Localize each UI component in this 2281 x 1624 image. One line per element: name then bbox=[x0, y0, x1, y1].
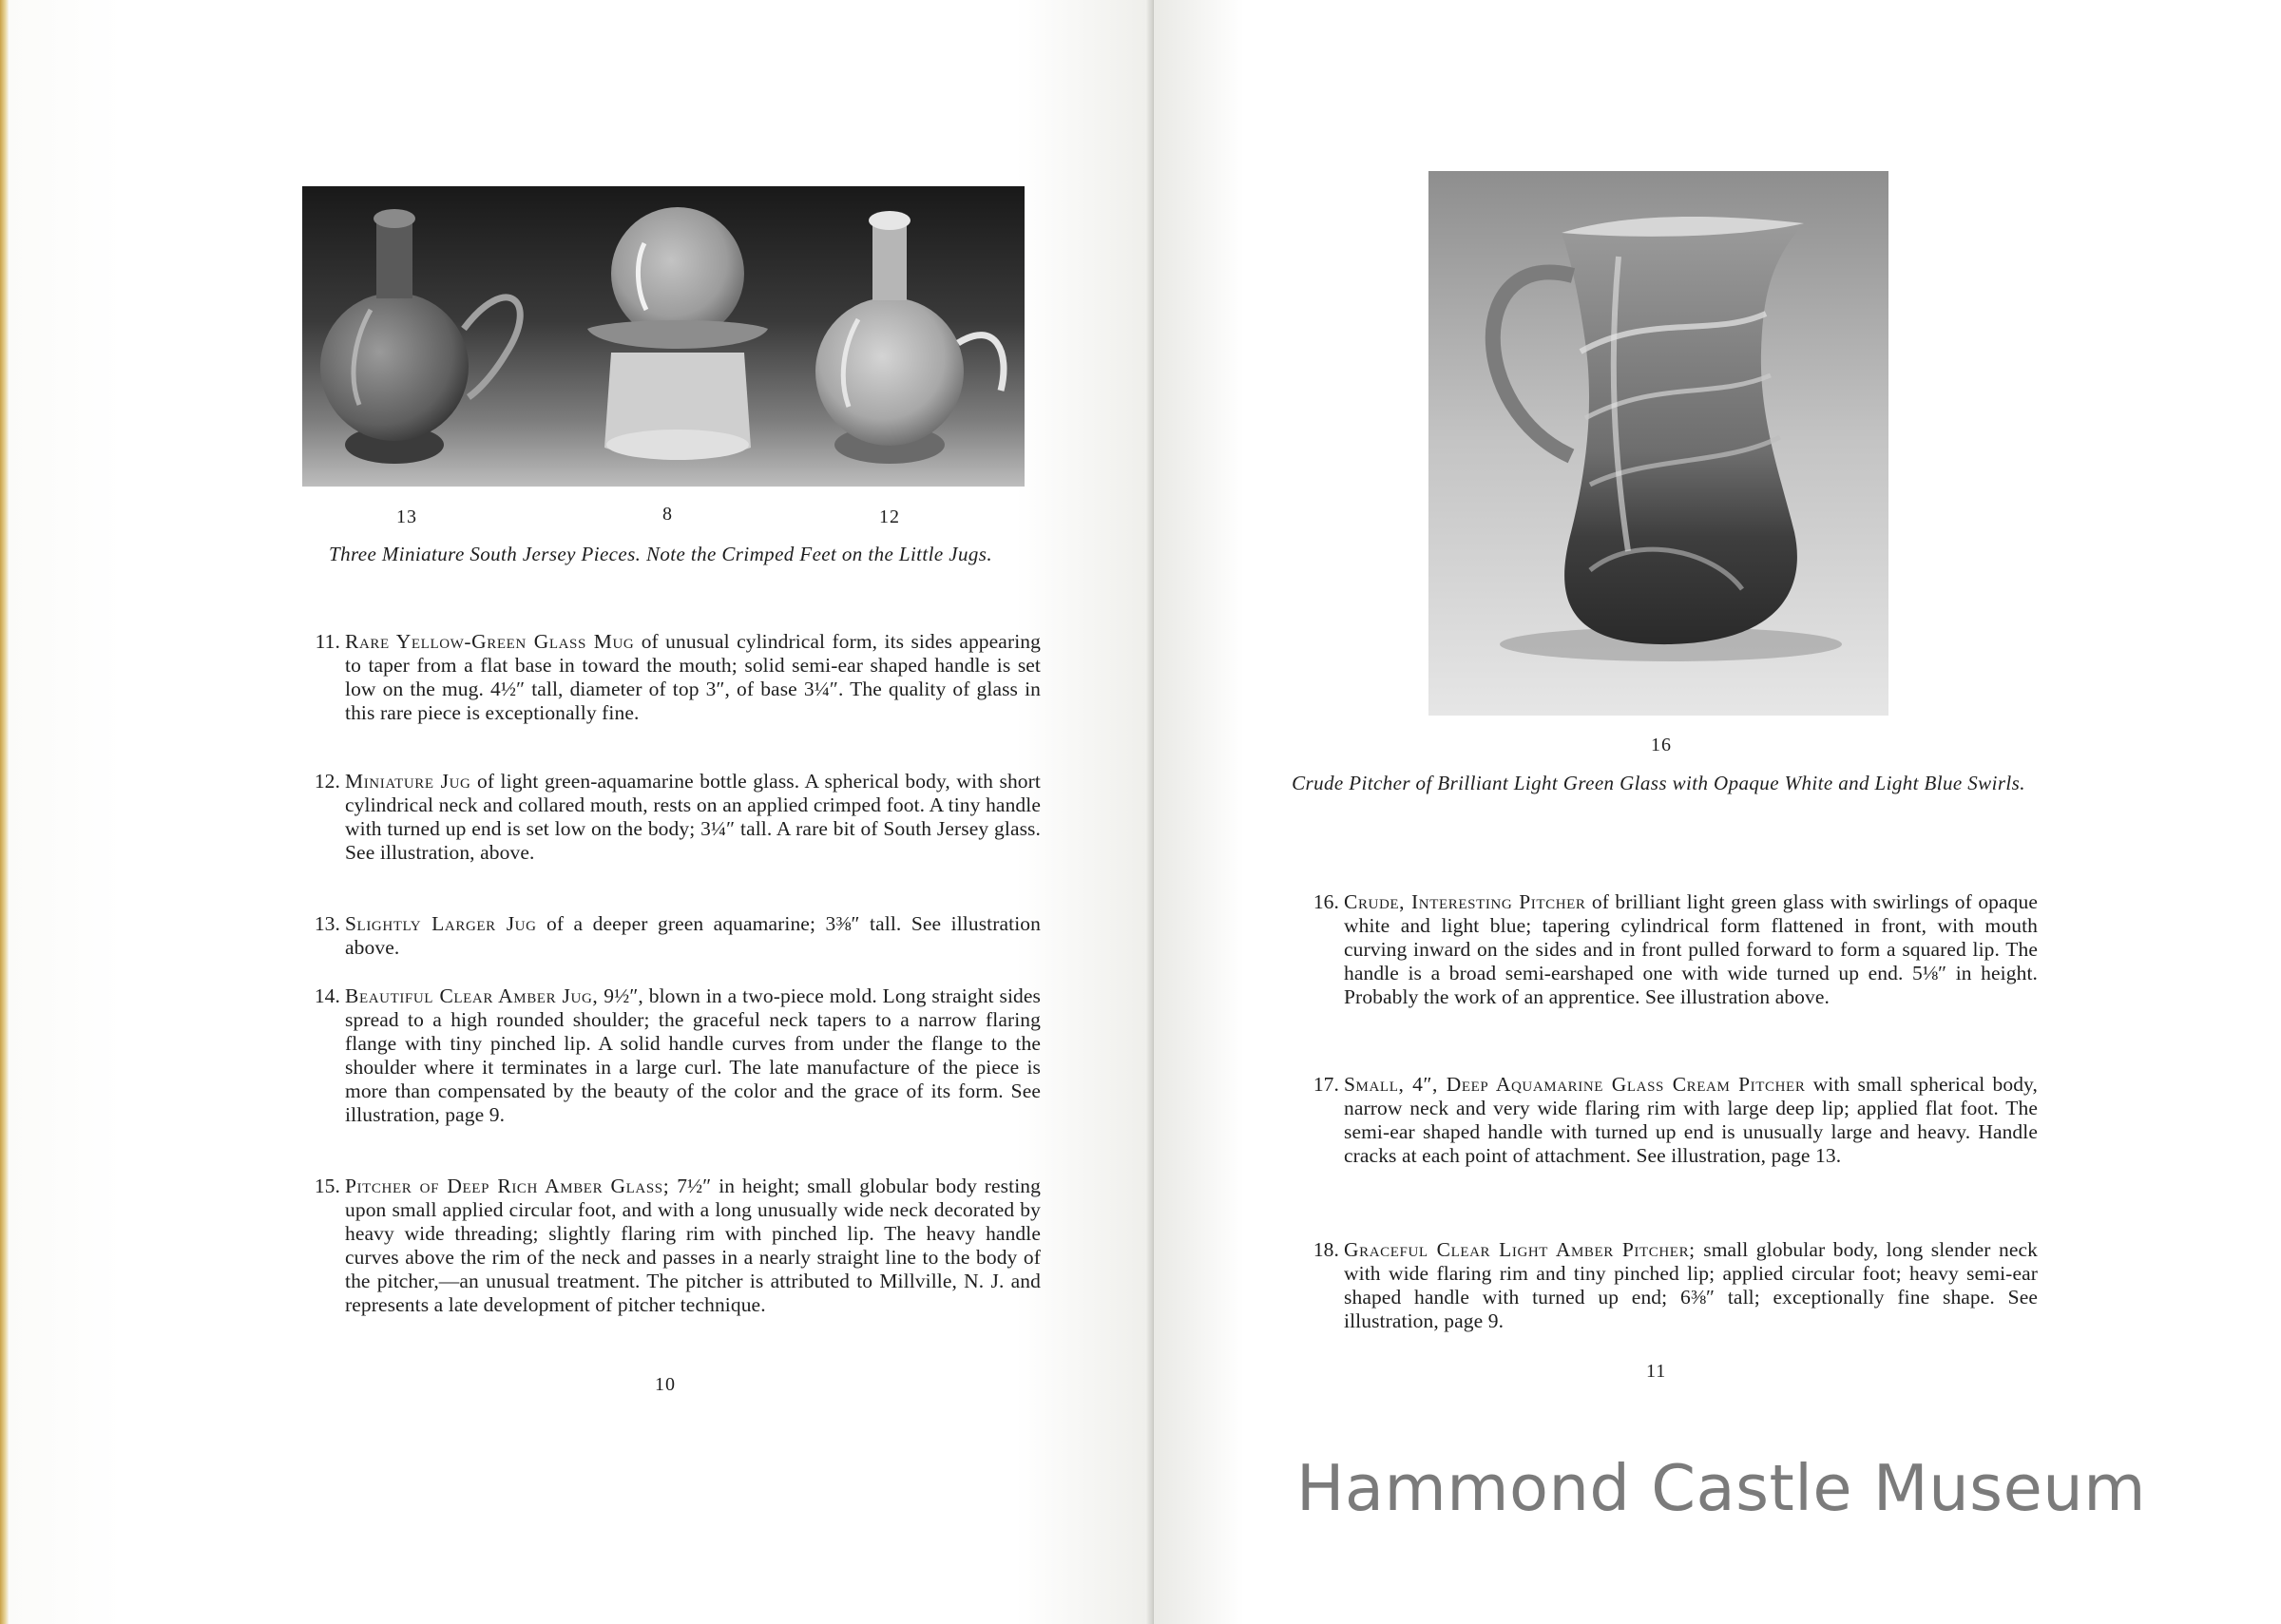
entry-title: Miniature Jug bbox=[345, 770, 471, 793]
catalog-entry-16 bbox=[1313, 890, 2038, 1009]
catalog-entry-15 bbox=[314, 1175, 1041, 1317]
entry-text: of brilliant light green glass with swirlings of opaque white and light blue; tapering cylindrical form flattened in front, with mouth curving inward on the sides and in front pulled forward to form a squared lip. The handle is a broad semi-earshaped one with wide turned up end. 5⅛″ in height. Probably the work of an apprentice. See illustration above. bbox=[1344, 890, 2038, 1008]
entry-number: 18. bbox=[1313, 1238, 1339, 1261]
entry-number: 14. bbox=[314, 984, 340, 1007]
figure-number-13: 13 bbox=[396, 506, 417, 527]
entry-number: 17. bbox=[1313, 1073, 1339, 1096]
entry-text: of a deeper green aquamarine; 3⅜″ tall. See illustration above. bbox=[345, 912, 1041, 959]
page-number-right: 11 bbox=[1646, 1361, 1667, 1382]
right-figure-caption: Crude Pitcher of Brilliant Light Green Glass with Opaque White and Light Blue Swirls. bbox=[1292, 772, 2025, 794]
pitcher-photo bbox=[1428, 171, 1888, 716]
figure-number-16: 16 bbox=[1651, 735, 1672, 755]
entry-number: 15. bbox=[314, 1175, 340, 1197]
three-jugs-photo bbox=[302, 186, 1025, 487]
catalog-entry-14 bbox=[314, 984, 1041, 1127]
entry-number: 16. bbox=[1313, 890, 1339, 913]
figure-number-12: 12 bbox=[879, 506, 900, 527]
book-edge bbox=[0, 0, 9, 1624]
catalog-entry-12 bbox=[314, 770, 1041, 865]
entry-number: 11. bbox=[315, 630, 340, 653]
left-figure-caption: Three Miniature South Jersey Pieces. Note the Crimped Feet on the Little Jugs. bbox=[329, 543, 992, 565]
figure-number-8: 8 bbox=[662, 504, 673, 525]
entry-title: Slightly Larger Jug bbox=[345, 912, 537, 935]
museum-watermark: Hammond Castle Museum bbox=[1296, 1451, 2147, 1525]
entry-text: small globular body, long slender neck with wide flaring rim and tiny pinched lip; applied circular foot; heavy semi-ear shaped handle with turned up end; 6⅜″ tall; exceptionally fine shape. See illustration, page 9. bbox=[1344, 1238, 2039, 1332]
catalog-entry-17 bbox=[1313, 1073, 2038, 1168]
entry-text: 9½″, blown in a two-piece mold. Long straight sides spread to a high rounded shoulder; the graceful neck tapers to a narrow flaring flange with tiny pinched lip. A solid handle curves from under the flange to the shoulder where it terminates in a large curl. The late manufacture of the piece is more than compensated by the beauty of the color and the grace of its form. See illustration, page 9. bbox=[345, 984, 1041, 1126]
entry-title: Pitcher of Deep Rich Amber Glass; bbox=[345, 1175, 670, 1197]
page-number-left: 10 bbox=[655, 1374, 676, 1395]
entry-title: Graceful Clear Light Amber Pitcher; bbox=[1344, 1238, 1696, 1261]
entry-title: Small, 4″, Deep Aquamarine Glass Cream Pitcher bbox=[1344, 1073, 1806, 1096]
entry-text: of unusual cylindrical form, its sides appearing to taper from a flat base in toward the mouth; solid semi-ear shaped handle is set low on the mug. 4½″ tall, diameter of top 3″, of base 3¼″. The quality of glass in this rare piece is exceptionally fine. bbox=[345, 630, 1041, 724]
entry-text: of light green-aquamarine bottle glass. A spherical body, with short cylindrical neck and collared mouth, rests on an applied crimped foot. A tiny handle with turned up end is set low on the body; 3¼″ tall. A rare bit of South Jersey glass. See illustration, above. bbox=[345, 770, 1041, 864]
entry-number: 12. bbox=[314, 770, 340, 793]
entry-title: Crude, Interesting Pitcher bbox=[1344, 890, 1586, 913]
catalog-entry-18 bbox=[1313, 1238, 2039, 1333]
entry-title: Beautiful Clear Amber Jug, bbox=[345, 984, 599, 1007]
catalog-entry-11 bbox=[315, 630, 1041, 725]
entry-number: 13. bbox=[314, 912, 340, 935]
entry-text: 7½″ in height; small globular body resting upon small applied circular foot, and with a long unusually wide neck decorated by heavy wide threading; slightly flaring rim with pinched lip. The heavy handle curves above the rim of the neck and passes in a nearly straight line to the body of the pitcher,—an unusual treatment. The pitcher is attributed to Millville, N. J. and represents a late development of pitcher technique. bbox=[345, 1175, 1041, 1316]
catalog-entry-13 bbox=[314, 912, 1041, 960]
entry-text: with small spherical body, narrow neck and very wide flaring rim with large deep lip; applied flat foot. The semi-ear shaped handle with turned up end is unusually large and heavy. Handle cracks at each point of attachment. See illustration, page 13. bbox=[1344, 1073, 2038, 1167]
entry-title: Rare Yellow-Green Glass Mug bbox=[345, 630, 635, 653]
